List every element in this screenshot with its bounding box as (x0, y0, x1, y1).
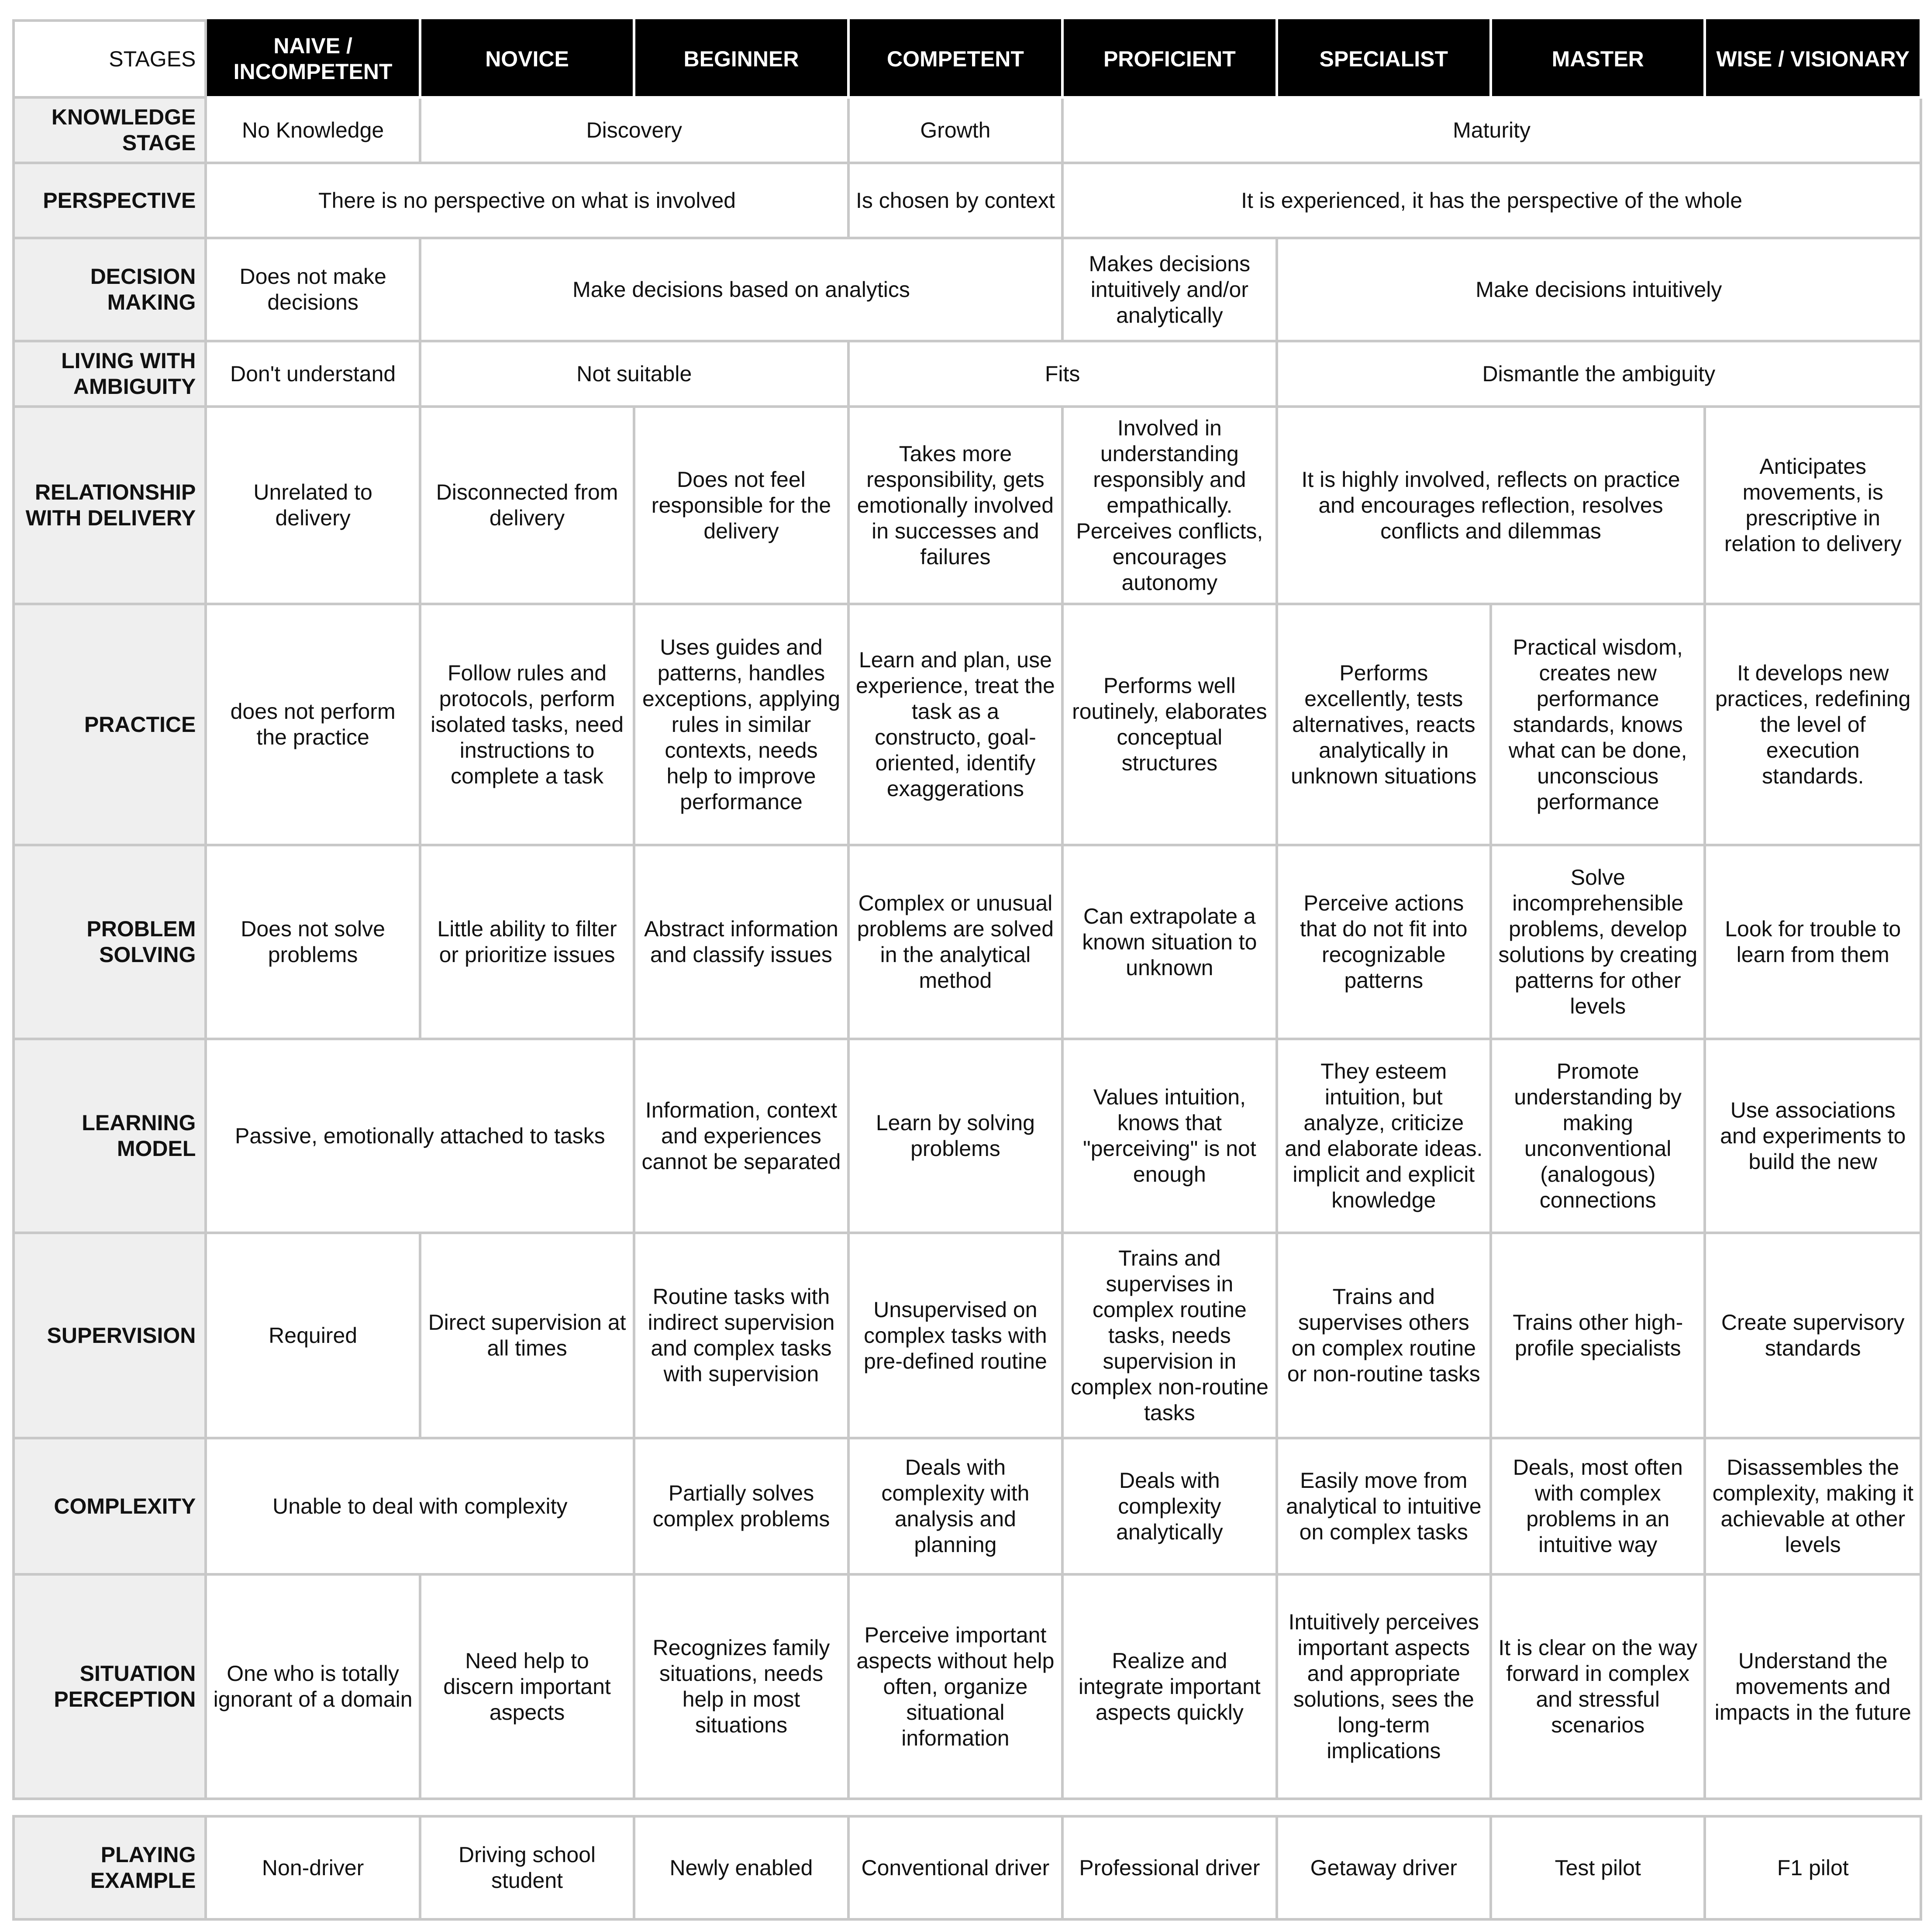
matrix-cell: Learn and plan, use experience, treat the task as a constructo, goal-oriented, identify exaggerations (848, 604, 1062, 845)
matrix-cell: Complex or unusual problems are solved in the analytical method (848, 845, 1062, 1039)
row-label: PERSPECTIVE (14, 163, 206, 238)
matrix-cell: They esteem intuition, but analyze, criticize and elaborate ideas. implicit and explicit knowledge (1277, 1039, 1491, 1233)
matrix-cell: Performs well routinely, elaborates conceptual structures (1062, 604, 1276, 845)
stage-header: WISE / VISIONARY (1705, 21, 1921, 97)
matrix-row (14, 604, 1921, 845)
example-cell: Test pilot (1491, 1816, 1705, 1919)
matrix-cell: Fits (848, 341, 1277, 407)
stage-header: BEGINNER (634, 21, 848, 97)
matrix-cell: Routine tasks with indirect supervision and complex tasks with supervision (634, 1233, 848, 1438)
row-label: PROBLEM SOLVING (14, 845, 206, 1039)
matrix-cell: Trains and supervises others on complex routine or non-routine tasks (1277, 1233, 1491, 1438)
matrix-cell: Create supervisory standards (1705, 1233, 1921, 1438)
matrix-cell: Solve incomprehensible problems, develop solutions by creating patterns for other levels (1491, 845, 1705, 1039)
matrix-cell: Disassembles the complexity, making it achievable at other levels (1705, 1438, 1921, 1574)
example-cell: Getaway driver (1277, 1816, 1491, 1919)
row-label: COMPLEXITY (14, 1438, 206, 1574)
row-label: SUPERVISION (14, 1233, 206, 1438)
matrix-cell: Does not feel responsible for the delivery (634, 407, 848, 604)
matrix-row (14, 163, 1921, 238)
matrix-cell: Takes more responsibility, gets emotionally involved in successes and failures (848, 407, 1062, 604)
stage-header: NOVICE (420, 21, 634, 97)
matrix-cell: Use associations and experiments to build the new (1705, 1039, 1921, 1233)
matrix-row (14, 97, 1921, 163)
matrix-cell: does not perform the practice (206, 604, 420, 845)
matrix-cell: Makes decisions intuitively and/or analytically (1062, 238, 1276, 341)
matrix-cell: Make decisions intuitively (1277, 238, 1921, 341)
example-cell: Newly enabled (634, 1816, 848, 1919)
example-cell: Conventional driver (848, 1816, 1062, 1919)
matrix-cell: Little ability to filter or prioritize issues (420, 845, 634, 1039)
stage-header: NAIVE / INCOMPETENT (206, 21, 420, 97)
matrix-cell: Required (206, 1233, 420, 1438)
matrix-cell: Partially solves complex problems (634, 1438, 848, 1574)
matrix-cell: It is clear on the way forward in complex and stressful scenarios (1491, 1574, 1705, 1799)
matrix-cell: Information, context and experiences cannot be separated (634, 1039, 848, 1233)
matrix-cell: Need help to discern important aspects (420, 1574, 634, 1799)
matrix-cell: It is highly involved, reflects on practice and encourages reflection, resolves conflicts and dilemmas (1277, 407, 1705, 604)
matrix-cell: Practical wisdom, creates new performance standards, knows what can be done, unconscious performance (1491, 604, 1705, 845)
matrix-cell: Unrelated to delivery (206, 407, 420, 604)
matrix-row (14, 238, 1921, 341)
matrix-cell: Growth (848, 97, 1062, 163)
matrix-cell: Not suitable (420, 341, 848, 407)
matrix-cell: Deals with complexity analytically (1062, 1438, 1276, 1574)
example-cell: F1 pilot (1705, 1816, 1921, 1919)
matrix-cell: Disconnected from delivery (420, 407, 634, 604)
row-label: KNOWLEDGE STAGE (14, 97, 206, 163)
matrix-cell: Passive, emotionally attached to tasks (206, 1039, 634, 1233)
matrix-cell: Anticipates movements, is prescriptive in relation to delivery (1705, 407, 1921, 604)
matrix-cell: Abstract information and classify issues (634, 845, 848, 1039)
matrix-cell: Values intuition, knows that "perceiving" is not enough (1062, 1039, 1276, 1233)
matrix-cell: Unable to deal with complexity (206, 1438, 634, 1574)
matrix-cell: Understand the movements and impacts in the future (1705, 1574, 1921, 1799)
matrix-cell: No Knowledge (206, 97, 420, 163)
matrix-cell: Dismantle the ambiguity (1277, 341, 1921, 407)
matrix-cell: Can extrapolate a known situation to unknown (1062, 845, 1276, 1039)
matrix-cell: Does not solve problems (206, 845, 420, 1039)
matrix-cell: One who is totally ignorant of a domain (206, 1574, 420, 1799)
matrix-cell: Follow rules and protocols, perform isolated tasks, need instructions to complete a task (420, 604, 634, 845)
example-cell: Driving school student (420, 1816, 634, 1919)
row-label: DECISION MAKING (14, 238, 206, 341)
matrix-cell: Trains other high-profile specialists (1491, 1233, 1705, 1438)
matrix-cell: There is no perspective on what is involved (206, 163, 848, 238)
matrix-row (14, 1039, 1921, 1233)
stage-header: MASTER (1491, 21, 1705, 97)
matrix-cell: It develops new practices, redefining the level of execution standards. (1705, 604, 1921, 845)
playing-example-table (12, 1815, 1922, 1921)
matrix-cell: Deals, most often with complex problems in an intuitive way (1491, 1438, 1705, 1574)
matrix-row (14, 1233, 1921, 1438)
stage-header: SPECIALIST (1277, 21, 1491, 97)
matrix-cell: Learn by solving problems (848, 1039, 1062, 1233)
matrix-cell: Discovery (420, 97, 848, 163)
stages-matrix (12, 19, 1922, 1800)
matrix-cell: Recognizes family situations, needs help in most situations (634, 1574, 848, 1799)
matrix-cell: Perceive important aspects without help often, organize situational information (848, 1574, 1062, 1799)
matrix-cell: Realize and integrate important aspects quickly (1062, 1574, 1276, 1799)
row-label: PLAYING EXAMPLE (14, 1816, 206, 1919)
matrix-cell: Intuitively perceives important aspects and appropriate solutions, sees the long-term implications (1277, 1574, 1491, 1799)
matrix-cell: Deals with complexity with analysis and planning (848, 1438, 1062, 1574)
stage-header: COMPETENT (848, 21, 1062, 97)
matrix-cell: Look for trouble to learn from them (1705, 845, 1921, 1039)
row-label: PRACTICE (14, 604, 206, 845)
matrix-row (14, 1438, 1921, 1574)
matrix-row (14, 845, 1921, 1039)
matrix-cell: Easily move from analytical to intuitive on complex tasks (1277, 1438, 1491, 1574)
matrix-row (14, 407, 1921, 604)
row-label: LIVING WITH AMBIGUITY (14, 341, 206, 407)
matrix-cell: Uses guides and patterns, handles exceptions, applying rules in similar contexts, needs help to improve performance (634, 604, 848, 845)
example-cell: Non-driver (206, 1816, 420, 1919)
matrix-row (14, 341, 1921, 407)
matrix-cell: Direct supervision at all times (420, 1233, 634, 1438)
stage-header: PROFICIENT (1062, 21, 1276, 97)
matrix-cell: Does not make decisions (206, 238, 420, 341)
matrix-cell: Don't understand (206, 341, 420, 407)
matrix-row (14, 1574, 1921, 1799)
matrix-cell: Promote understanding by making unconventional (analogous) connections (1491, 1039, 1705, 1233)
row-label: RELATIONSHIP WITH DELIVERY (14, 407, 206, 604)
playing-example-row (14, 1816, 1921, 1919)
matrix-cell: Make decisions based on analytics (420, 238, 1062, 341)
example-cell: Professional driver (1062, 1816, 1276, 1919)
matrix-cell: Maturity (1062, 97, 1921, 163)
matrix-cell: Is chosen by context (848, 163, 1062, 238)
stages-header-row (14, 21, 1921, 97)
matrix-cell: Involved in understanding responsibly and empathically. Perceives conflicts, encourages autonomy (1062, 407, 1276, 604)
row-label: LEARNING MODEL (14, 1039, 206, 1233)
matrix-cell: It is experienced, it has the perspective of the whole (1062, 163, 1921, 238)
matrix-cell: Perceive actions that do not fit into recognizable patterns (1277, 845, 1491, 1039)
stages-label: STAGES (14, 21, 206, 97)
matrix-cell: Trains and supervises in complex routine tasks, needs supervision in complex non-routine tasks (1062, 1233, 1276, 1438)
row-label: SITUATION PERCEPTION (14, 1574, 206, 1799)
matrix-cell: Unsupervised on complex tasks with pre-defined routine (848, 1233, 1062, 1438)
matrix-cell: Performs excellently, tests alternatives, reacts analytically in unknown situations (1277, 604, 1491, 845)
